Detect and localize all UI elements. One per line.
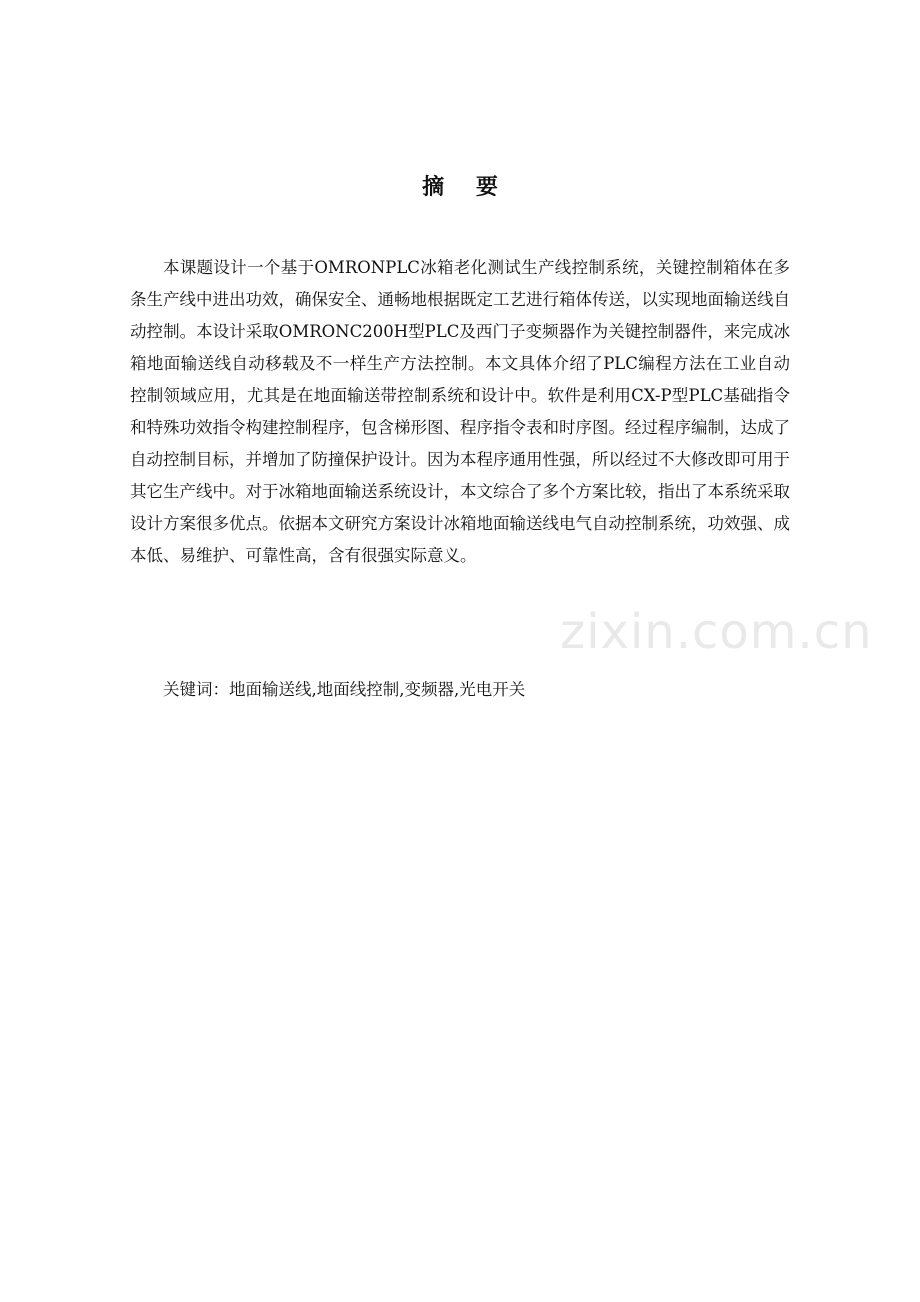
watermark: zixin.com.cn	[560, 604, 873, 660]
page-title: 摘 要	[422, 175, 510, 200]
keywords-line: 关键词：地面输送线,地面线控制,变频器,光电开关	[163, 680, 526, 699]
abstract-paragraph: 本课题设计一个基于OMRONPLC冰箱老化测试生产线控制系统，关键控制箱体在多条生产线中进出功效，确保安全、通畅地根据既定工艺进行箱体传送，以实现地面输送线自动控制。本设计采取OMRONC200H型PLC及西门子变频器作为关键控制器件，来完成冰箱地面输送线自动移载及不一样生产方法控制。本文具体介绍了PLC编程方法在工业自动控制领域应用，尤其是在地面输送带控制系统和设计中。软件是利用CX-P型PLC基础指令和特殊功效指令构建控制程序，包含梯形图、程序指令表和时序图。经过程序编制，达成了自动控制目标，并增加了防撞保护设计。因为本程序通用性强，所以经过不大修改即可用于其它生产线中。对于冰箱地面输送系统设计，本文综合了多个方案比较，指出了本系统采取设计方案很多优点。依据本文研究方案设计冰箱地面输送线电气自动控制系统，功效强、成本低、易维护、可靠性高，含有很强实际意义。	[130, 258, 790, 565]
